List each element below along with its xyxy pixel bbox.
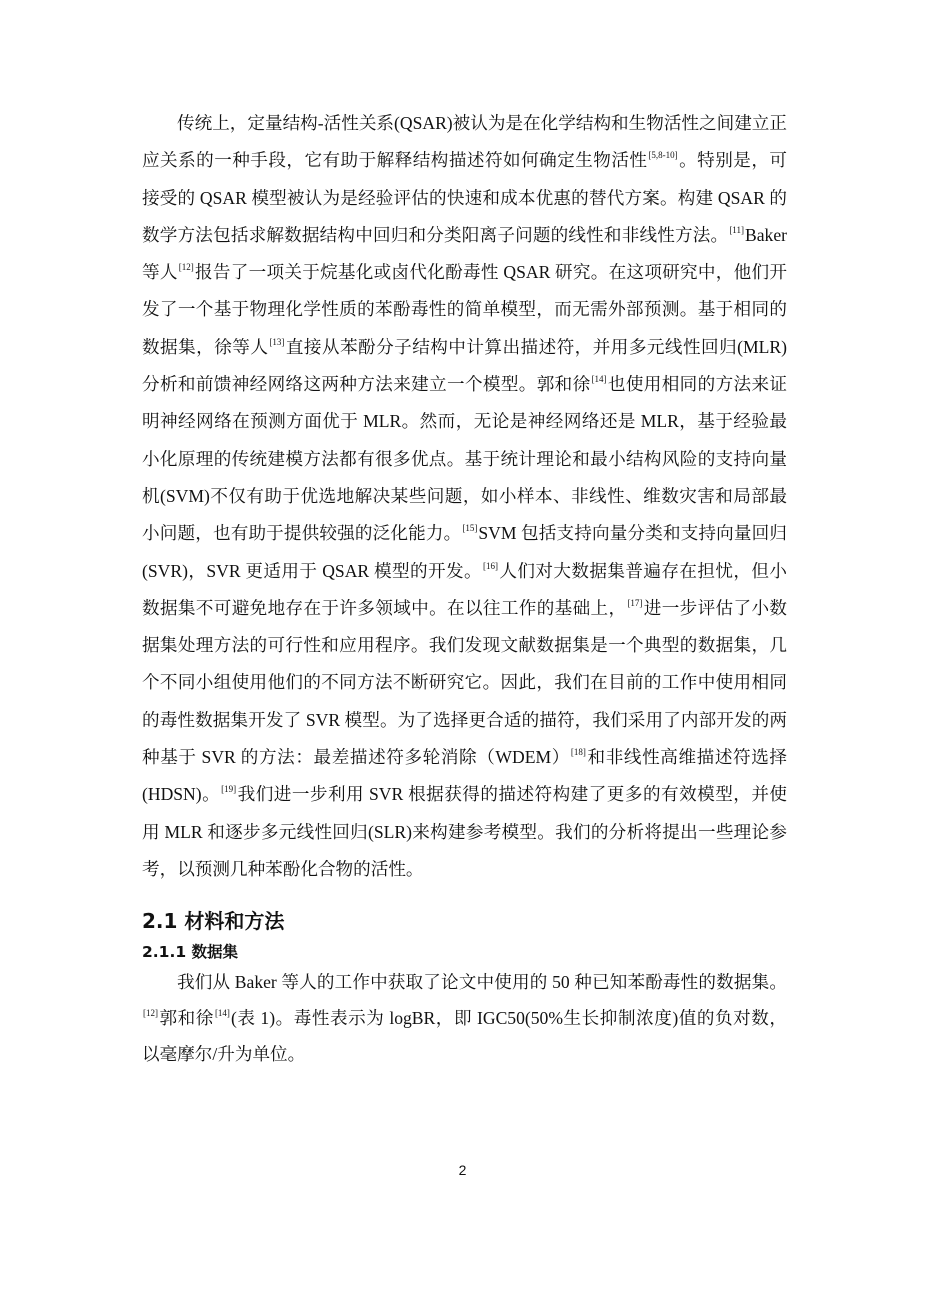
dataset-text: (表 1)。毒性表示为 logBR，即 IGC50(50%生长抑制浓度)值的负对数，以毫摩尔/升为单位。 [142, 1008, 787, 1065]
citation: [5,8-10] [648, 150, 678, 161]
intro-text: SVM 包括支持向量分类和支持向量回归(SVR)，SVR 更适用于 QSAR 模型的开发。 [142, 523, 787, 581]
page-number: 2 [458, 1162, 467, 1178]
citation: [14] [591, 374, 607, 385]
intro-text: 我们进一步利用 SVR 根据获得的描述符构建了更多的有效模型，并使用 MLR 和逐步多元线性回归(SLR)来构建参考模型。我们的分析将提出一些理论参考，以预测几种苯酚化合物的活性。 [142, 784, 788, 879]
intro-text: 报告了一项关于烷基化或卤代化酚毒性 QSAR 研究。在这项研究中，他们开发了一个基于物理化学性质的苯酚毒性的简单模型，而无需外部预测。基于相同的数据集，徐等人 [142, 262, 787, 357]
intro-text: 进一步评估了小数据集处理方法的可行性和应用程序。我们发现文献数据集是一个典型的数据集，几个不同小组使用他们的不同方法不断研究它。因此，我们在目前的工作中使用相同的毒性数据集开发了 SVR 模型。为了选择更合适的描符，我们采用了内部开发的两种基于 SVR 的方法：最差描述符多轮消除（WDEM） [142, 597, 787, 768]
intro-text: 传统上，定量结构-活性关系(QSAR)被认为是在化学结构和生物活性之间建立正应关系的一种手段，它有助于解释结构描述符如何确定生物活性 [142, 113, 787, 171]
citation: [12] [178, 262, 194, 273]
dataset-paragraph [142, 964, 787, 1072]
citation: [12] [143, 1008, 158, 1019]
subsection-heading: 2.1.1 数据集 [142, 943, 239, 962]
citation: [17] [627, 597, 643, 608]
intro-text: 。特别是，可接受的 QSAR 模型被认为是经验评估的快速和成本优惠的替代方案。构建 QSAR 的数学方法包括求解数据结构中回归和分类阳离子问题的线性和非线性方法。 [142, 150, 787, 245]
citation: [11] [729, 224, 744, 235]
dataset-text: 我们从 Baker 等人的工作中获取了论文中使用的 50 种已知苯酚毒性的数据集。 [177, 972, 787, 993]
page-content [142, 105, 787, 1072]
citation: [15] [462, 523, 478, 534]
citation: [14] [214, 1008, 230, 1019]
intro-paragraph [142, 105, 787, 888]
citation: [13] [269, 336, 285, 347]
intro-text: 直接从苯酚分子结构中计算出描述符，并用多元线性回归(MLR)分析和前馈神经网络这两种方法来建立一个模型。郭和徐 [142, 336, 787, 395]
section-heading: 2.1 材料和方法 [142, 909, 285, 934]
intro-text: 人们对大数据集普遍存在担忧，但小数据集不可避免地存在于许多领域中。在以往工作的基础上， [142, 560, 787, 618]
citation: [19] [221, 784, 237, 795]
intro-text: 也使用相同的方法来证明神经网络在预测方面优于 MLR。然而，无论是神经网络还是 MLR，基于经验最小化原理的传统建模方法都有很多优点。基于统计理论和最小结构风险的支持向量机(SVM)不仅有助于优选地解决某些问题，如小样本、非线性、维数灾害和局部最小问题，也有助于提供较强的泛化能力。 [142, 374, 787, 544]
citation: [18] [570, 747, 586, 758]
dataset-text: 郭和徐 [159, 1008, 214, 1029]
intro-text: 和非线性高维描述符选择(HDSN)。 [142, 747, 787, 805]
citation: [16] [482, 560, 498, 571]
intro-text: Baker 等人 [142, 224, 787, 283]
